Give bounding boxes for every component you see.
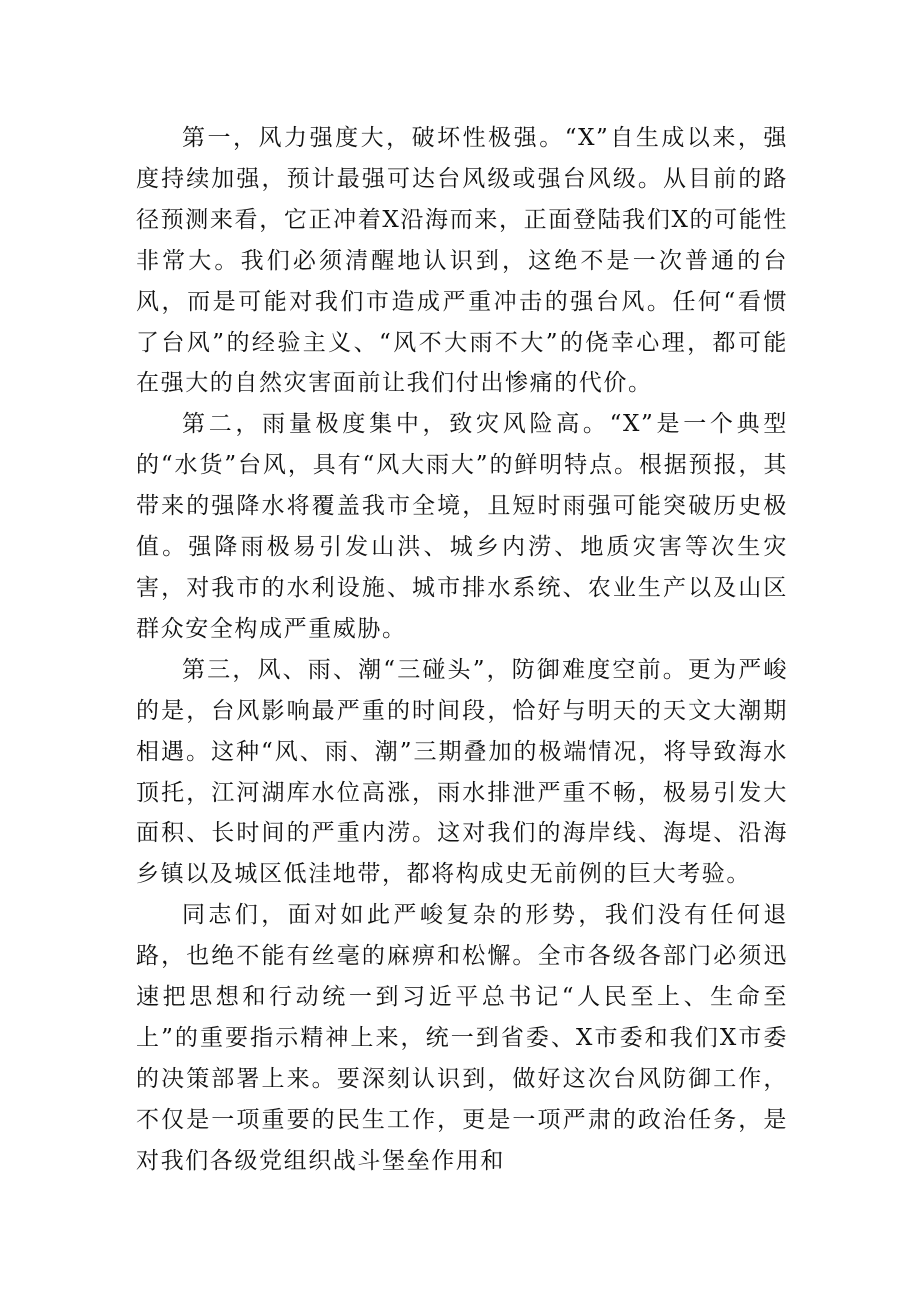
paragraph-comrades: 同志们，面对如此严峻复杂的形势，我们没有任何退路，也绝不能有丝毫的麻痹和松懈。全市各级各部门必须迅速把思想和行动统一到习近平总书记“人民至上、生命至上”的重要指示精神上来，统一到省委、X市委和我们X市委的决策部署上来。要深刻认识到，做好这次台风防御工作，不仅是一项重要的民生工作，更是一项严肃的政治任务，是对我们各级党组织战斗堡垒作用和: [136, 902, 788, 1174]
paragraph-wind-strength: 第一，风力强度大，破坏性极强。“X”自生成以来，强度持续加强，预计最强可达台风级或强台风级。从目前的路径预测来看，它正冲着X沿海而来，正面登陆我们X的可能性非常大。我们必须清醒地认识到，这绝不是一次普通的台风，而是可能对我们市造成严重冲击的强台风。任何“看惯了台风”的经验主义、“风不大雨不大”的侥幸心理，都可能在强大的自然灾害面前让我们付出惨痛的代价。: [136, 125, 788, 397]
document-body: [136, 118, 788, 1182]
paragraph-wind-rain-tide: 第三，风、雨、潮“三碰头”，防御难度空前。更为严峻的是，台风影响最严重的时间段，恰好与明天的天文大潮期相遇。这种“风、雨、潮”三期叠加的极端情况，将导致海水顶托，江河湖库水位高涨，雨水排泄严重不畅，极易引发大面积、长时间的严重内涝。这对我们的海岸线、海堤、沿海乡镇以及城区低洼地带，都将构成史无前例的巨大考验。: [136, 656, 788, 888]
paragraph-rainfall: 第二，雨量极度集中，致灾风险高。“X”是一个典型的“水货”台风，具有“风大雨大”的鲜明特点。根据预报，其带来的强降水将覆盖我市全境，且短时雨强可能突破历史极值。强降雨极易引发山洪、城乡内涝、地质灾害等次生灾害，对我市的水利设施、城市排水系统、农业生产以及山区群众安全构成严重威胁。: [136, 411, 788, 642]
